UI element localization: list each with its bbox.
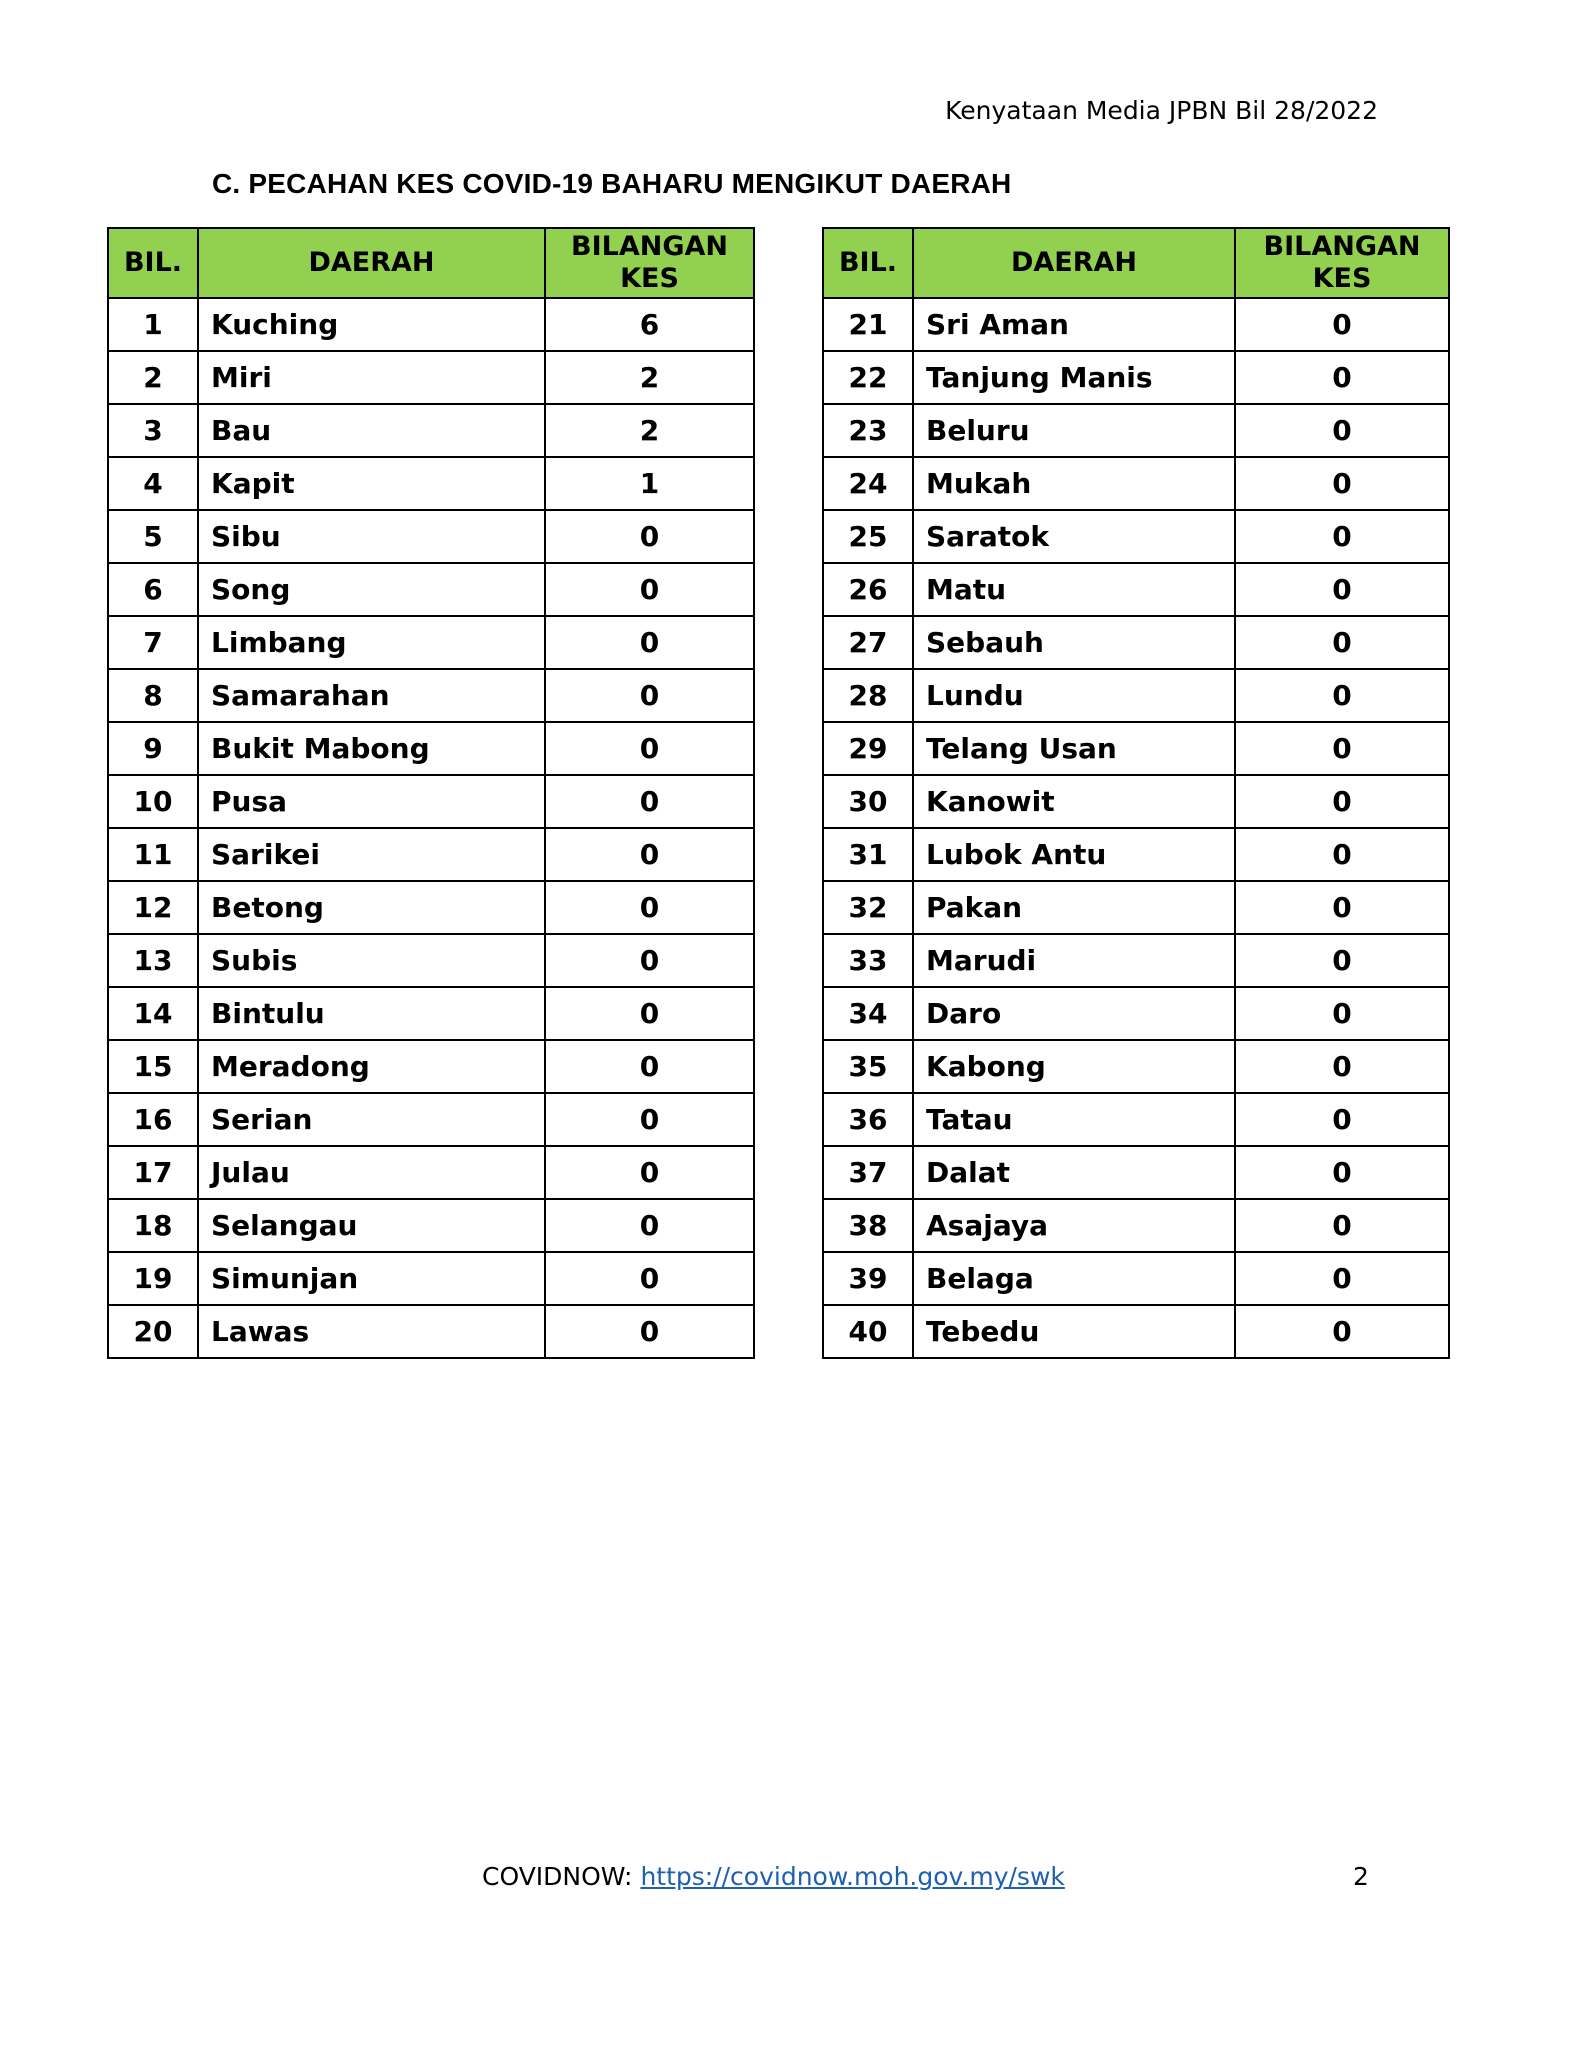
header-daerah: DAERAH [198, 228, 545, 298]
table-row [108, 351, 754, 404]
row-number: 35 [823, 1040, 913, 1093]
row-number: 4 [108, 457, 198, 510]
table-row [108, 1305, 754, 1358]
case-count: 0 [545, 722, 754, 775]
district-name: Serian [198, 1093, 545, 1146]
header-kes-line2: KES [1312, 263, 1372, 294]
district-name: Dalat [913, 1146, 1235, 1199]
row-number: 16 [108, 1093, 198, 1146]
row-number: 38 [823, 1199, 913, 1252]
case-count: 0 [545, 669, 754, 722]
case-count: 0 [1235, 828, 1449, 881]
table-row [108, 563, 754, 616]
table-row [108, 1093, 754, 1146]
table-row [108, 775, 754, 828]
case-count: 0 [545, 1093, 754, 1146]
district-name: Matu [913, 563, 1235, 616]
row-number: 12 [108, 881, 198, 934]
district-name: Lundu [913, 669, 1235, 722]
case-count: 1 [545, 457, 754, 510]
case-count: 0 [1235, 1305, 1449, 1358]
table-row [823, 404, 1449, 457]
district-name: Daro [913, 987, 1235, 1040]
district-name: Lubok Antu [913, 828, 1235, 881]
row-number: 36 [823, 1093, 913, 1146]
case-count: 0 [545, 563, 754, 616]
case-count: 0 [1235, 616, 1449, 669]
table-row [108, 510, 754, 563]
row-number: 3 [108, 404, 198, 457]
district-name: Limbang [198, 616, 545, 669]
district-name: Simunjan [198, 1252, 545, 1305]
district-name: Sri Aman [913, 298, 1235, 351]
table-row [823, 1040, 1449, 1093]
table-row [823, 881, 1449, 934]
document-reference: Kenyataan Media JPBN Bil 28/2022 [945, 96, 1378, 125]
table-body-left [108, 298, 754, 1358]
table-row [108, 1252, 754, 1305]
district-name: Sebauh [913, 616, 1235, 669]
table-row [108, 404, 754, 457]
district-name: Meradong [198, 1040, 545, 1093]
row-number: 30 [823, 775, 913, 828]
row-number: 33 [823, 934, 913, 987]
row-number: 8 [108, 669, 198, 722]
table-row [108, 1040, 754, 1093]
table-row [823, 1093, 1449, 1146]
district-name: Bau [198, 404, 545, 457]
table-row [823, 351, 1449, 404]
case-count: 0 [1235, 563, 1449, 616]
row-number: 11 [108, 828, 198, 881]
case-count: 0 [545, 1252, 754, 1305]
district-name: Lawas [198, 1305, 545, 1358]
row-number: 32 [823, 881, 913, 934]
case-count: 0 [1235, 722, 1449, 775]
table-row [823, 563, 1449, 616]
district-name: Telang Usan [913, 722, 1235, 775]
row-number: 29 [823, 722, 913, 775]
row-number: 5 [108, 510, 198, 563]
district-name: Bukit Mabong [198, 722, 545, 775]
case-count: 0 [1235, 510, 1449, 563]
row-number: 18 [108, 1199, 198, 1252]
table-row [823, 510, 1449, 563]
row-number: 40 [823, 1305, 913, 1358]
row-number: 31 [823, 828, 913, 881]
case-count: 0 [1235, 351, 1449, 404]
district-name: Beluru [913, 404, 1235, 457]
table-row [823, 616, 1449, 669]
district-name: Kapit [198, 457, 545, 510]
district-name: Kuching [198, 298, 545, 351]
table-row [108, 616, 754, 669]
case-count: 0 [545, 1146, 754, 1199]
row-number: 2 [108, 351, 198, 404]
table-row [823, 775, 1449, 828]
row-number: 20 [108, 1305, 198, 1358]
table-row [108, 1199, 754, 1252]
district-name: Selangau [198, 1199, 545, 1252]
district-name: Pusa [198, 775, 545, 828]
section-title: C. PECAHAN KES COVID-19 BAHARU MENGIKUT DAERAH [212, 168, 1012, 199]
table-row [108, 987, 754, 1040]
footer [482, 1862, 1065, 1891]
district-name: Samarahan [198, 669, 545, 722]
case-count: 0 [545, 934, 754, 987]
district-name: Kabong [913, 1040, 1235, 1093]
district-name: Julau [198, 1146, 545, 1199]
table-row [108, 298, 754, 351]
case-count: 0 [1235, 457, 1449, 510]
footer-label: COVIDNOW: [482, 1862, 641, 1891]
case-count: 2 [545, 404, 754, 457]
row-number: 27 [823, 616, 913, 669]
case-count: 0 [545, 1199, 754, 1252]
table-row [823, 1199, 1449, 1252]
row-number: 26 [823, 563, 913, 616]
row-number: 14 [108, 987, 198, 1040]
header-kes-line1: BILANGAN [1263, 231, 1421, 262]
table-row [823, 722, 1449, 775]
row-number: 39 [823, 1252, 913, 1305]
table-row [823, 298, 1449, 351]
case-count: 2 [545, 351, 754, 404]
district-name: Pakan [913, 881, 1235, 934]
district-name: Tanjung Manis [913, 351, 1235, 404]
district-table-right [822, 227, 1450, 1359]
district-name: Belaga [913, 1252, 1235, 1305]
table-row [108, 934, 754, 987]
case-count: 6 [545, 298, 754, 351]
table-row [823, 1305, 1449, 1358]
district-name: Subis [198, 934, 545, 987]
table-row [823, 1146, 1449, 1199]
district-name: Marudi [913, 934, 1235, 987]
covidnow-link[interactable]: https://covidnow.moh.gov.my/swk [640, 1862, 1065, 1891]
district-name: Tebedu [913, 1305, 1235, 1358]
table-row [108, 457, 754, 510]
header-bil: BIL. [823, 228, 913, 298]
table-row [108, 1146, 754, 1199]
table-row [108, 669, 754, 722]
table-row [823, 987, 1449, 1040]
table-row [108, 722, 754, 775]
district-table-left [107, 227, 755, 1359]
table-row [823, 828, 1449, 881]
row-number: 37 [823, 1146, 913, 1199]
table-row [108, 828, 754, 881]
case-count: 0 [1235, 1252, 1449, 1305]
row-number: 28 [823, 669, 913, 722]
row-number: 23 [823, 404, 913, 457]
row-number: 15 [108, 1040, 198, 1093]
district-name: Kanowit [913, 775, 1235, 828]
district-name: Sarikei [198, 828, 545, 881]
header-bilangan-kes [545, 228, 754, 298]
table-row [823, 669, 1449, 722]
table-header-row [108, 228, 754, 298]
district-name: Betong [198, 881, 545, 934]
case-count: 0 [1235, 934, 1449, 987]
page-number: 2 [1353, 1862, 1369, 1891]
header-bilangan-kes [1235, 228, 1449, 298]
case-count: 0 [1235, 1199, 1449, 1252]
district-name: Tatau [913, 1093, 1235, 1146]
row-number: 1 [108, 298, 198, 351]
case-count: 0 [1235, 669, 1449, 722]
case-count: 0 [1235, 298, 1449, 351]
table-row [823, 1252, 1449, 1305]
row-number: 25 [823, 510, 913, 563]
case-count: 0 [545, 1305, 754, 1358]
row-number: 10 [108, 775, 198, 828]
district-name: Sibu [198, 510, 545, 563]
case-count: 0 [1235, 775, 1449, 828]
row-number: 34 [823, 987, 913, 1040]
district-name: Saratok [913, 510, 1235, 563]
case-count: 0 [545, 987, 754, 1040]
case-count: 0 [1235, 881, 1449, 934]
case-count: 0 [545, 1040, 754, 1093]
row-number: 13 [108, 934, 198, 987]
table-body-right [823, 298, 1449, 1358]
header-kes-line2: KES [620, 263, 679, 294]
case-count: 0 [1235, 1040, 1449, 1093]
case-count: 0 [1235, 1093, 1449, 1146]
row-number: 22 [823, 351, 913, 404]
table-header-row [823, 228, 1449, 298]
row-number: 7 [108, 616, 198, 669]
district-name: Miri [198, 351, 545, 404]
table-row [823, 934, 1449, 987]
district-name: Bintulu [198, 987, 545, 1040]
case-count: 0 [1235, 404, 1449, 457]
table-row [823, 457, 1449, 510]
case-count: 0 [545, 881, 754, 934]
header-bil: BIL. [108, 228, 198, 298]
case-count: 0 [1235, 1146, 1449, 1199]
table-row [108, 881, 754, 934]
district-name: Mukah [913, 457, 1235, 510]
header-daerah: DAERAH [913, 228, 1235, 298]
row-number: 21 [823, 298, 913, 351]
case-count: 0 [545, 775, 754, 828]
case-count: 0 [1235, 987, 1449, 1040]
case-count: 0 [545, 616, 754, 669]
header-kes-line1: BILANGAN [571, 231, 728, 262]
row-number: 6 [108, 563, 198, 616]
district-name: Asajaya [913, 1199, 1235, 1252]
case-count: 0 [545, 828, 754, 881]
case-count: 0 [545, 510, 754, 563]
district-name: Song [198, 563, 545, 616]
row-number: 19 [108, 1252, 198, 1305]
row-number: 9 [108, 722, 198, 775]
row-number: 24 [823, 457, 913, 510]
row-number: 17 [108, 1146, 198, 1199]
